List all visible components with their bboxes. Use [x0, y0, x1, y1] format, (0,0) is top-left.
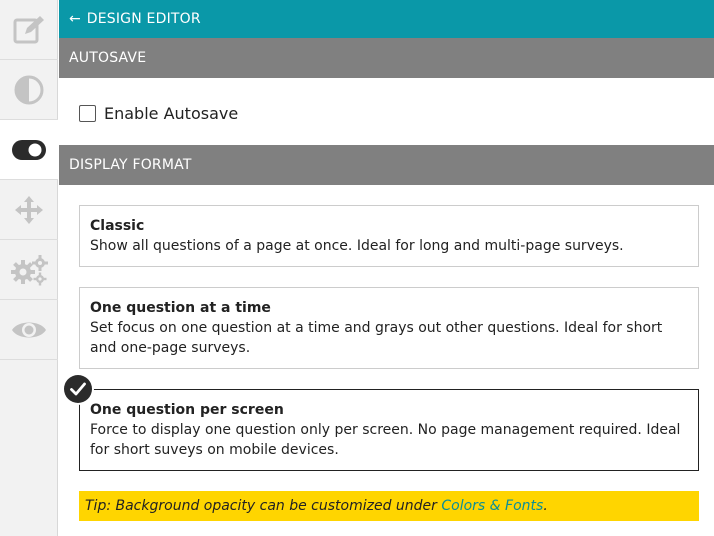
editor-panel	[59, 0, 714, 536]
tip-text: Tip: Background opacity can be customized under	[85, 498, 442, 514]
autosave-section-header	[59, 38, 714, 78]
side-toolbar	[0, 0, 58, 536]
display-format-option-one-at-a-time[interactable]	[79, 287, 699, 369]
display-format-option-one-per-screen[interactable]	[79, 389, 699, 471]
display-format-section-header	[59, 145, 714, 185]
option-description: Show all questions of a page at once. Ideal for long and multi-page surveys.	[90, 238, 624, 254]
option-description: Force to display one question only per screen. No page management required. Ideal for short suveys on mobile devices.	[90, 422, 681, 458]
colors-and-fonts-link[interactable]: Colors & Fonts	[441, 498, 544, 514]
display-format-section-title: DISPLAY FORMAT	[69, 157, 192, 173]
option-title: Classic	[90, 218, 145, 234]
autosave-section-title: AUTOSAVE	[69, 50, 147, 66]
eye-icon	[11, 318, 47, 342]
rail-item-toggle[interactable]	[0, 120, 58, 180]
rail-item-contrast[interactable]	[0, 60, 58, 120]
back-arrow-icon: ←	[69, 11, 81, 27]
page-title: DESIGN EDITOR	[86, 11, 201, 27]
contrast-icon	[13, 74, 45, 106]
enable-autosave-row[interactable]	[79, 102, 238, 124]
edit-icon	[12, 14, 46, 46]
design-editor-back-button[interactable]	[59, 0, 714, 38]
settings-gears-icon	[9, 254, 49, 286]
display-format-option-classic[interactable]	[79, 205, 699, 267]
option-title: One question per screen	[90, 402, 284, 418]
rail-item-move[interactable]	[0, 180, 58, 240]
rail-item-settings[interactable]	[0, 240, 58, 300]
selected-checkmark-icon	[64, 375, 92, 403]
option-title: One question at a time	[90, 300, 271, 316]
option-description: Set focus on one question at a time and grays out other questions. Ideal for short and one-page surveys.	[90, 320, 663, 356]
enable-autosave-checkbox[interactable]	[79, 105, 96, 122]
tip-suffix: .	[543, 498, 548, 514]
move-icon	[13, 194, 45, 226]
toggle-icon	[11, 139, 47, 161]
rail-item-preview[interactable]	[0, 300, 58, 360]
enable-autosave-label[interactable]: Enable Autosave	[104, 103, 239, 123]
tip-banner	[79, 491, 699, 521]
rail-item-edit[interactable]	[0, 0, 58, 60]
